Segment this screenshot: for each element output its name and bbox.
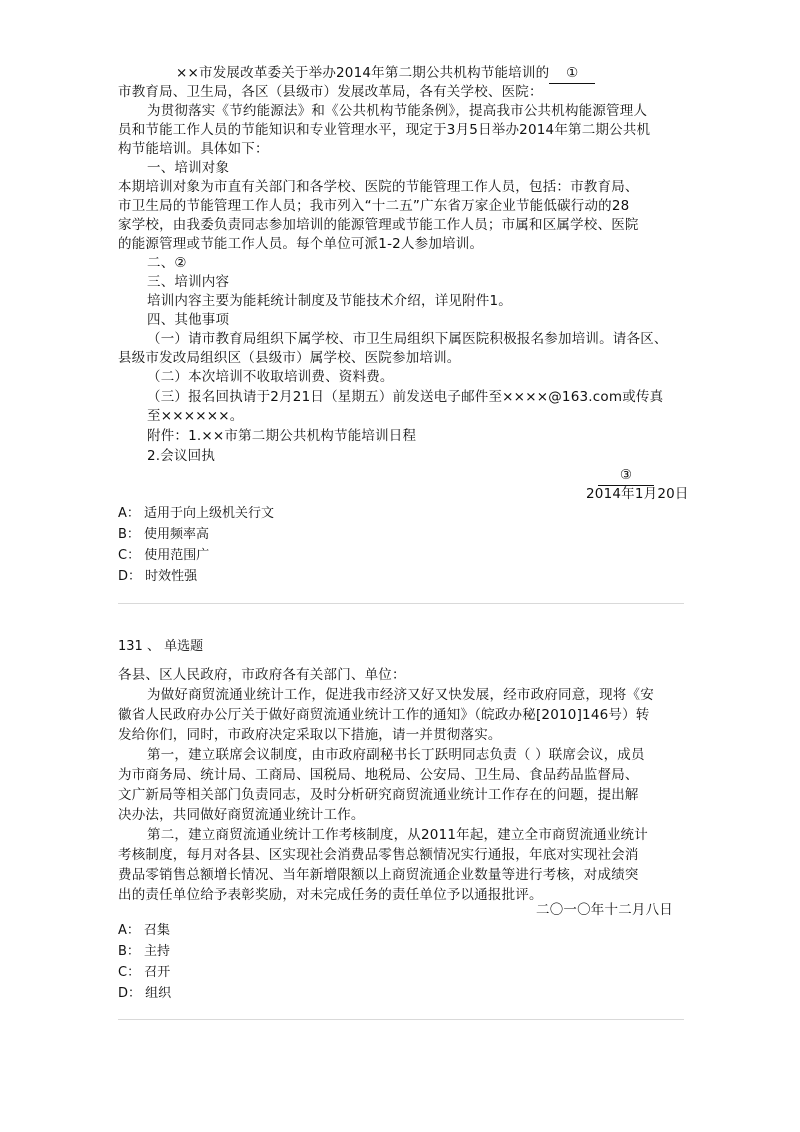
doc-line: 为贯彻落实《节约能源法》和《公共机构节能条例》，提高我市公共机构能源管理人 [147, 103, 648, 119]
doc-title [176, 64, 595, 84]
doc-date: 二〇一〇年十二月八日 [536, 902, 673, 918]
question-header: 131 、 单选题 [118, 639, 204, 654]
doc-line: 市卫生局的节能管理工作人员；我市列入“十二五”广东省万家企业节能低碳行动的28 [118, 198, 630, 214]
doc-line: 决办法，共同做好商贸流通业统计工作。 [118, 807, 365, 823]
option-d[interactable]: D： 组织 [118, 986, 172, 1001]
doc-line: 至××××××。 [147, 408, 244, 424]
doc-line: 二、② [147, 255, 187, 271]
doc-line: 一、培训对象 [147, 160, 230, 176]
title-blank: ① [549, 64, 595, 84]
option-c[interactable]: C： 使用范围广 [118, 548, 210, 563]
option-b[interactable]: B： 主持 [118, 944, 171, 959]
doc-line: （三）报名回执请于2月21日（星期五）前发送电子邮件至××××@163.com或传真 [147, 389, 664, 405]
doc-line: 家学校，由我委负责同志参加培训的能源管理或节能工作人员；市属和区属学校、医院 [118, 217, 639, 233]
divider [118, 1019, 684, 1020]
doc-line: 徽省人民政府办公厅关于做好商贸流通业统计工作的通知》（皖政办秘[2010]146号）转 [118, 707, 650, 723]
doc-line: 文广新局等相关部门负责同志，及时分析研究商贸流通业统计工作存在的问题，提出解 [118, 787, 639, 803]
doc-line: 发给你们，同时，市政府决定采取以下措施，请一并贯彻落实。 [118, 727, 502, 743]
doc-line: 第一，建立联席会议制度，由市政府副秘书长丁跃明同志负责（ ）联席会议，成员 [147, 747, 645, 763]
doc-line: 三、培训内容 [147, 274, 230, 290]
doc-line: 第二，建立商贸流通业统计工作考核制度，从2011年起，建立全市商贸流通业统计 [147, 827, 648, 843]
doc-line: 2.会议回执 [147, 448, 216, 464]
doc-line: 县级市发改局组织区（县级市）属学校、医院参加培训。 [118, 350, 461, 366]
divider [118, 603, 684, 604]
option-a[interactable]: A： 适用于向上级机关行文 [118, 506, 275, 521]
doc-title-text: ××市发展改革委关于举办2014年第二期公共机构节能培训的 [176, 65, 550, 81]
doc-line: 为市商务局、统计局、工商局、国税局、地税局、公安局、卫生局、食品药品监督局、 [118, 767, 639, 783]
option-d[interactable]: D： 时效性强 [118, 569, 198, 584]
doc-line: 市教育局、卫生局，各区（县级市）发展改革局，各有关学校、医院： [118, 84, 543, 100]
doc-line: 员和节能工作人员的节能知识和专业管理水平，现定于3月5日举办2014年第二期公共机 [118, 122, 651, 138]
doc-line: 费品零销售总额增长情况、当年新增限额以上商贸流通企业数量等进行考核，对成绩突 [118, 867, 639, 883]
doc-line: （一）请市教育局组织下属学校、市卫生局组织下属医院积极报名参加培训。请各区、 [147, 331, 668, 347]
doc-line: 考核制度，每月对各县、区实现社会消费品零售总额情况实行通报，年底对实现社会消 [118, 847, 639, 863]
signature-blank: ③ [598, 466, 654, 486]
doc-line: 为做好商贸流通业统计工作，促进我市经济又好又快发展，经市政府同意，现将《安 [147, 687, 654, 703]
option-b[interactable]: B： 使用频率高 [118, 527, 210, 542]
doc-line: 本期培训对象为市直有关部门和各学校、医院的节能管理工作人员，包括：市教育局、 [118, 179, 639, 195]
doc-line: 各县、区人民政府，市政府各有关部门、单位： [118, 667, 406, 683]
doc-line: 出的责任单位给予表彰奖励，对未完成任务的责任单位予以通报批评。 [118, 887, 543, 903]
option-a[interactable]: A： 召集 [118, 923, 171, 938]
doc-line: 的能源管理或节能工作人员。每个单位可派1-2人参加培训。 [118, 236, 484, 252]
doc-line: 构节能培训。具体如下： [118, 141, 269, 157]
doc-line: 四、其他事项 [147, 312, 230, 328]
doc-date: 2014年1月20日 [586, 486, 689, 502]
option-c[interactable]: C： 召开 [118, 965, 171, 980]
doc-line: 附件：1.××市第二期公共机构节能培训日程 [147, 428, 417, 444]
doc-line: 培训内容主要为能耗统计制度及节能技术介绍，详见附件1。 [147, 293, 512, 309]
doc-line: （二）本次培训不收取培训费、资料费。 [147, 369, 394, 385]
